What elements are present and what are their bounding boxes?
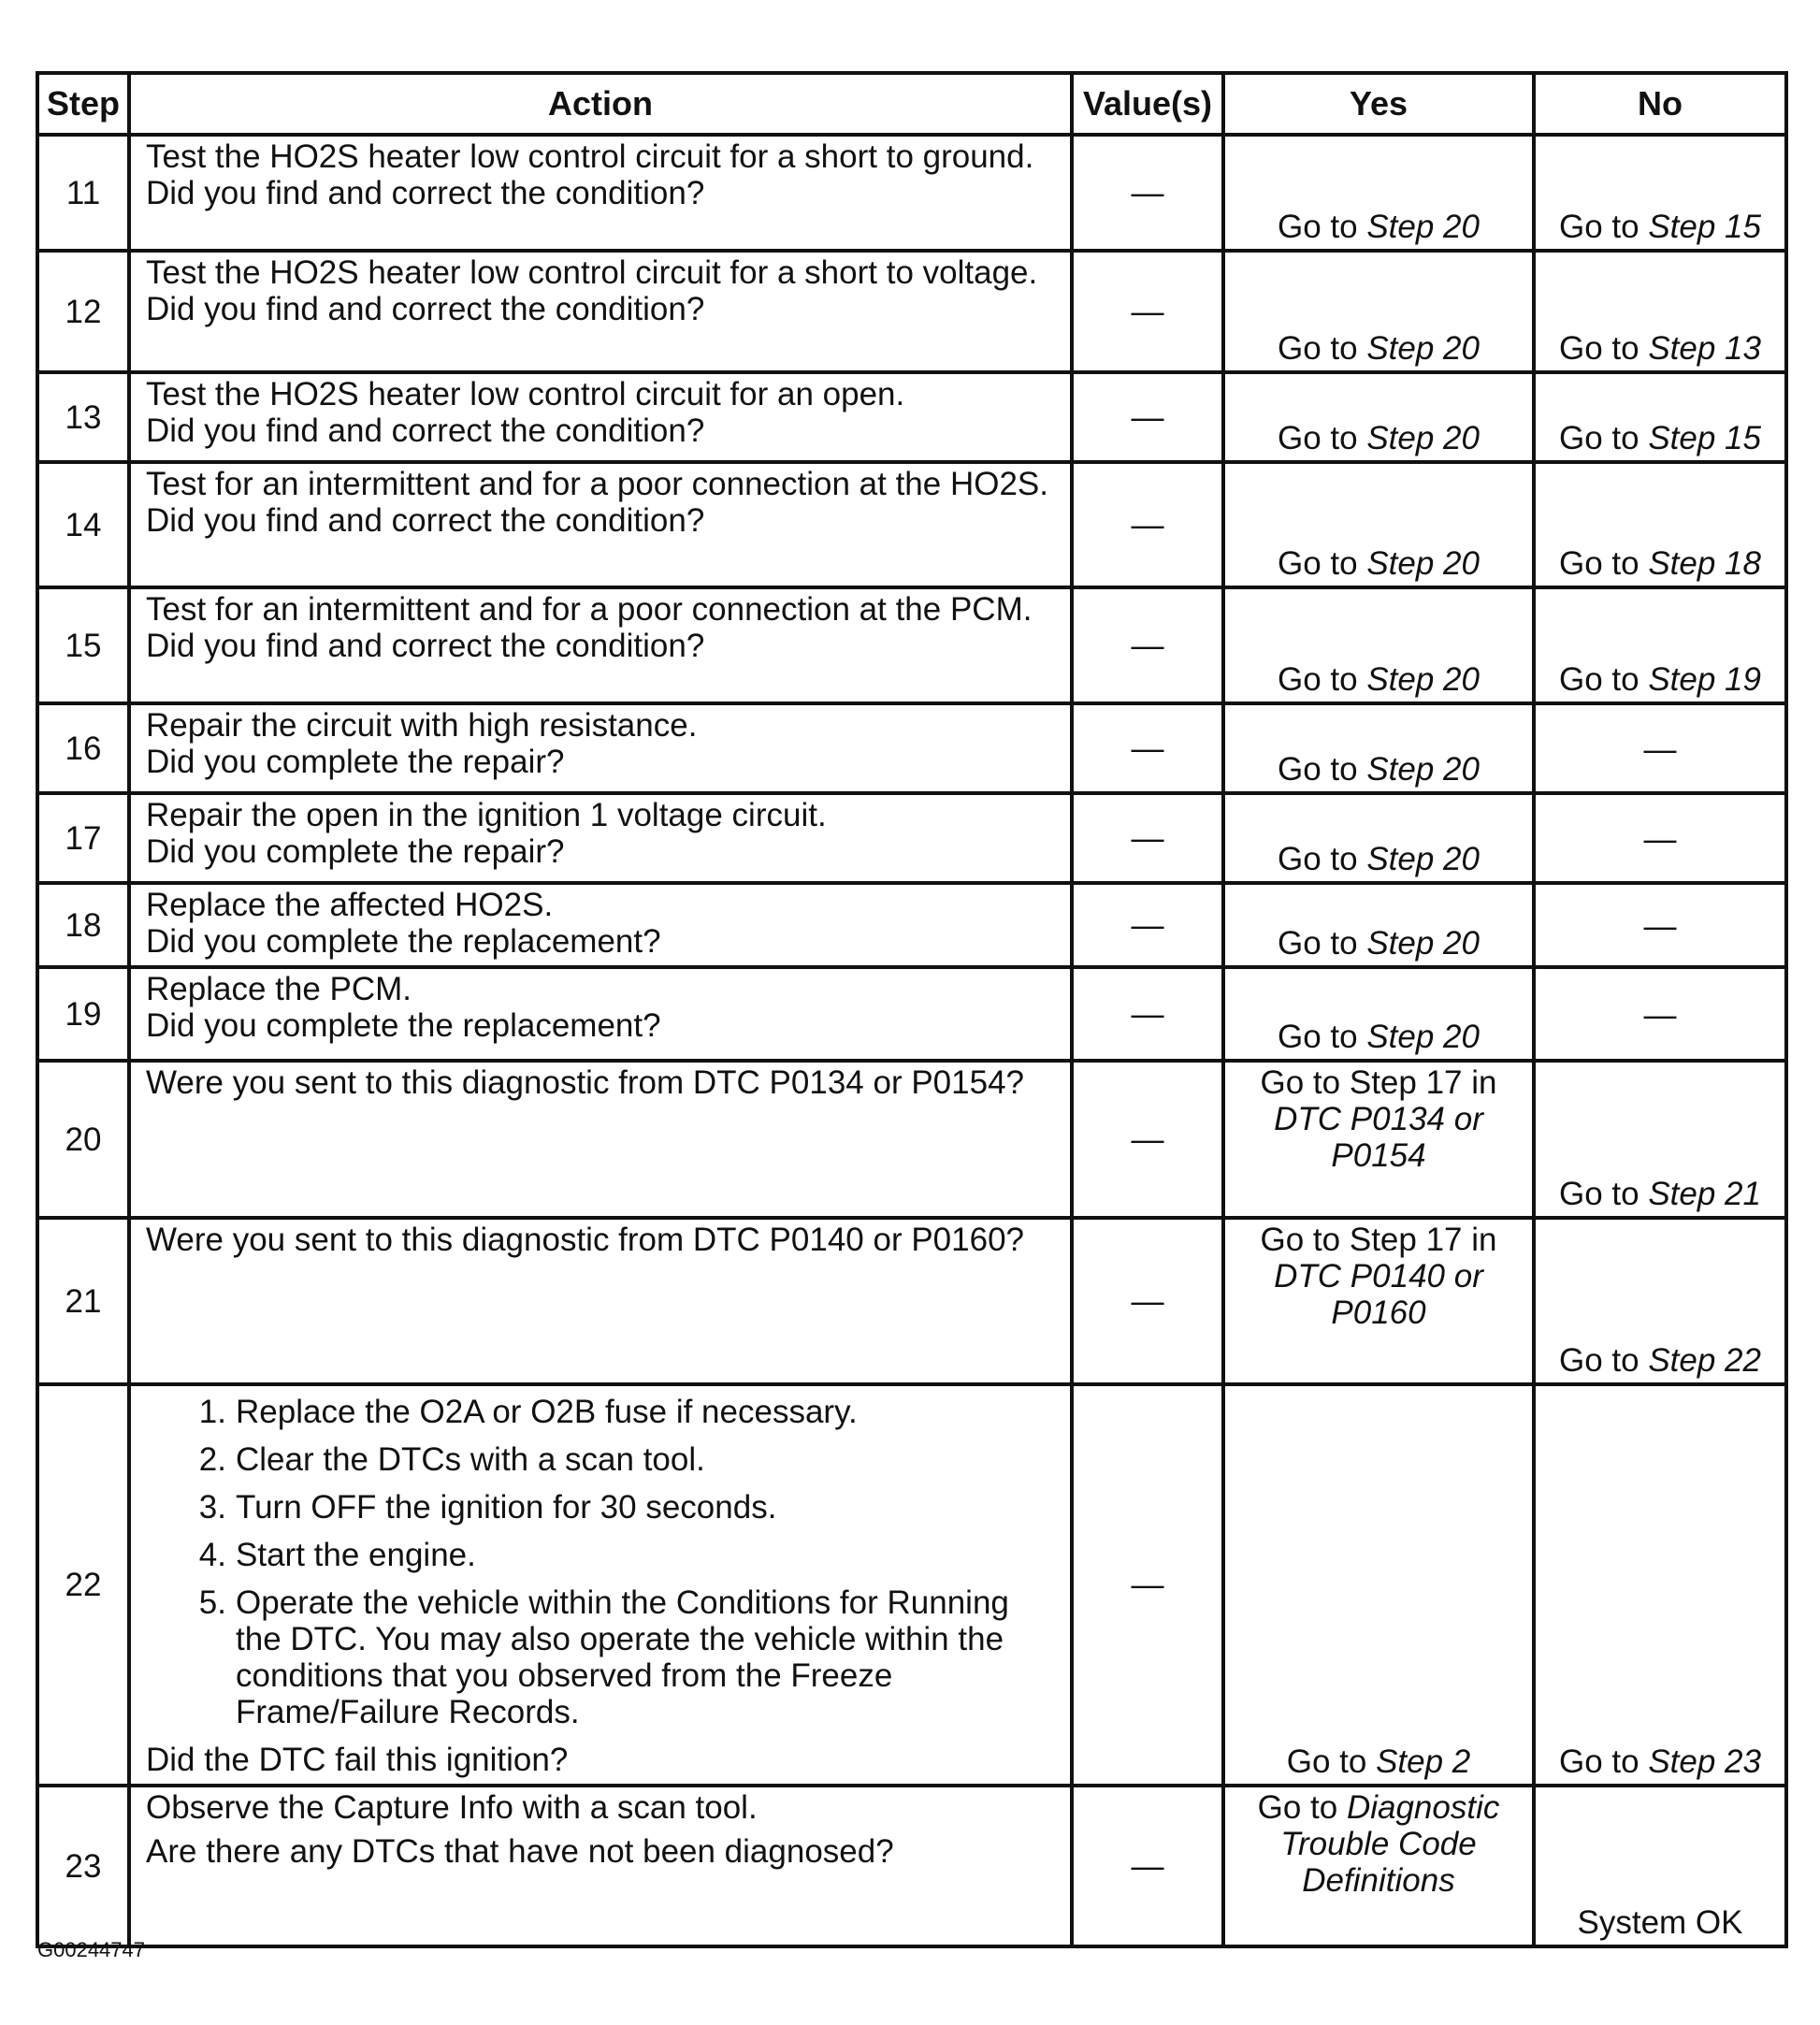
yes-cell: [1223, 372, 1534, 462]
no-prefix: Go to: [1559, 1176, 1649, 1212]
no-cell: [1534, 251, 1786, 372]
list-text: Clear the DTCs with a scan tool.: [236, 1441, 705, 1478]
action-text: [129, 967, 1072, 1061]
yes-cell: [1223, 793, 1534, 883]
yes-step-link: Step 20: [1366, 420, 1480, 456]
yes-step-link: Step 20: [1366, 841, 1480, 877]
yes-cell: [1223, 251, 1534, 372]
header-step: Step: [37, 73, 129, 135]
no-cell: [1534, 793, 1786, 883]
action-question: Did you find and correct the condition?: [146, 412, 705, 449]
table-row-13: [37, 372, 1786, 462]
table-row-11: [37, 135, 1786, 251]
action-line: Test for an intermittent and for a poor connection at the HO2S.: [146, 466, 1048, 502]
no-prefix: Go to: [1559, 330, 1649, 367]
no-prefix: Go to: [1559, 420, 1649, 456]
step-number: 14: [37, 462, 129, 587]
yes-cell: [1223, 883, 1534, 967]
yes-prefix: Go to: [1278, 1019, 1367, 1055]
list-number: 3.: [198, 1489, 226, 1526]
table-row-16: [37, 703, 1786, 793]
header-action: Action: [129, 73, 1072, 135]
action-line: Repair the open in the ignition 1 voltage circuit.: [146, 797, 827, 833]
no-prefix: Go to: [1559, 545, 1649, 582]
no-cell: [1534, 1384, 1786, 1786]
step-number: 20: [37, 1061, 129, 1218]
value-cell: —: [1072, 462, 1223, 587]
no-step-link: Step 15: [1648, 420, 1761, 456]
action-question: Did you find and correct the condition?: [146, 291, 705, 327]
no-dash: —: [1643, 730, 1677, 768]
step-number: 13: [37, 372, 129, 462]
yes-cell: [1223, 462, 1534, 587]
value-cell: —: [1072, 587, 1223, 703]
no-prefix: Go to: [1559, 661, 1649, 698]
yes-cell: [1223, 135, 1534, 251]
value-cell: —: [1072, 1061, 1223, 1218]
diagnostic-table: [36, 71, 1788, 1948]
table-row-15: [37, 587, 1786, 703]
table-row-12: [37, 251, 1786, 372]
value-cell: —: [1072, 372, 1223, 462]
step-number: 16: [37, 703, 129, 793]
list-text: Start the engine.: [236, 1537, 476, 1573]
figure-id: G00244747: [37, 1938, 145, 1961]
yes-step-link: Step 20: [1366, 751, 1480, 788]
action-question: Did you find and correct the condition?: [146, 175, 705, 211]
action-question: Did you complete the replacement?: [146, 923, 661, 960]
action-line: Repair the circuit with high resistance.: [146, 707, 698, 744]
no-cell: [1534, 587, 1786, 703]
action-line: Observe the Capture Info with a scan tool.: [146, 1789, 758, 1826]
table-row-17: [37, 793, 1786, 883]
action-line: Were you sent to this diagnostic from DTC P0134 or P0154?: [146, 1064, 1025, 1101]
yes-cell: [1223, 967, 1534, 1061]
action-line: Test for an intermittent and for a poor connection at the PCM.: [146, 591, 1033, 628]
header-yes: Yes: [1223, 73, 1534, 135]
yes-step-link: Step 20: [1366, 330, 1480, 367]
action-question: Did the DTC fail this ignition?: [146, 1742, 569, 1778]
no-step-link: Step 21: [1648, 1176, 1761, 1212]
step-number: 15: [37, 587, 129, 703]
yes-reference: Diagnostic Trouble Code Definitions: [1280, 1789, 1500, 1899]
step-number: 12: [37, 251, 129, 372]
action-question: Did you complete the repair?: [146, 744, 565, 780]
list-item: [146, 1441, 1057, 1478]
yes-prefix: Go to: [1278, 420, 1367, 456]
no-step-link: Step 19: [1648, 661, 1761, 698]
action-question: Are there any DTCs that have not been diagnosed?: [146, 1833, 894, 1870]
action-text: [129, 793, 1072, 883]
action-question: Did you complete the repair?: [146, 833, 565, 870]
no-step-link: Step 22: [1648, 1342, 1761, 1379]
list-text: Operate the vehicle within the Conditions for Running the DTC. You may also operate the vehicle within the conditions that you observed from the Freeze Frame/Failure Records.: [236, 1584, 1009, 1730]
list-number: 1.: [198, 1394, 226, 1430]
yes-text: Go to Step 17 in: [1260, 1222, 1497, 1258]
table-row-18: [37, 883, 1786, 967]
no-step-link: Step 23: [1648, 1743, 1761, 1780]
action-question: Did you find and correct the condition?: [146, 628, 705, 664]
value-cell: —: [1072, 967, 1223, 1061]
yes-step-link: Step 20: [1366, 545, 1480, 582]
step-number: 11: [37, 135, 129, 251]
no-cell: [1534, 1218, 1786, 1384]
action-text: [129, 462, 1072, 587]
no-dash: —: [1643, 996, 1677, 1034]
no-dash: —: [1643, 820, 1677, 858]
header-values: Value(s): [1072, 73, 1223, 135]
action-text: [129, 135, 1072, 251]
yes-reference: DTC P0140 or P0160: [1274, 1258, 1483, 1331]
no-cell: [1534, 967, 1786, 1061]
no-cell: [1534, 372, 1786, 462]
yes-prefix: Go to: [1278, 545, 1367, 582]
yes-prefix: Go to: [1278, 751, 1367, 788]
yes-cell: [1223, 1061, 1534, 1218]
action-line: Test the HO2S heater low control circuit for a short to voltage.: [146, 254, 1038, 291]
yes-prefix: Go to: [1278, 209, 1367, 245]
list-number: 4.: [198, 1537, 226, 1573]
yes-text: Go to Step 17 in: [1260, 1064, 1497, 1101]
list-number: 2.: [198, 1441, 226, 1478]
action-text: [129, 372, 1072, 462]
step-number: 22: [37, 1384, 129, 1786]
no-cell: [1534, 703, 1786, 793]
value-cell: —: [1072, 135, 1223, 251]
yes-cell: [1223, 1218, 1534, 1384]
yes-prefix: Go to: [1278, 330, 1367, 367]
action-text: [129, 703, 1072, 793]
value-cell: —: [1072, 1218, 1223, 1384]
no-prefix: Go to: [1559, 1743, 1649, 1780]
step-number: 18: [37, 883, 129, 967]
list-item: [146, 1537, 1057, 1573]
table-row-22: [37, 1384, 1786, 1786]
no-cell: [1534, 1786, 1786, 1946]
yes-prefix: Go to: [1257, 1789, 1347, 1826]
value-cell: —: [1072, 1786, 1223, 1946]
action-text: [129, 251, 1072, 372]
list-text: Replace the O2A or O2B fuse if necessary.: [236, 1394, 858, 1430]
table-row-14: [37, 462, 1786, 587]
table-row-19: [37, 967, 1786, 1061]
no-text: System OK: [1577, 1904, 1743, 1941]
value-cell: —: [1072, 251, 1223, 372]
yes-step-link: Step 20: [1366, 661, 1480, 698]
action-text: [129, 883, 1072, 967]
step-number: 21: [37, 1218, 129, 1384]
list-number: 5.: [198, 1584, 226, 1621]
action-line: Test the HO2S heater low control circuit for an open.: [146, 376, 905, 412]
action-text: [129, 1384, 1072, 1786]
action-text: [129, 1786, 1072, 1946]
step-number: 19: [37, 967, 129, 1061]
list-text: Turn OFF the ignition for 30 seconds.: [236, 1489, 777, 1526]
table-row-23: [37, 1786, 1786, 1946]
yes-step-link: Step 20: [1366, 1019, 1480, 1055]
table-row-21: [37, 1218, 1786, 1384]
action-question: Did you find and correct the condition?: [146, 502, 705, 539]
step-number: 23: [37, 1786, 129, 1946]
yes-cell: [1223, 1384, 1534, 1786]
procedure-list: [146, 1394, 1057, 1730]
header-row: [37, 73, 1786, 135]
no-step-link: Step 13: [1648, 330, 1761, 367]
no-step-link: Step 15: [1648, 209, 1761, 245]
action-line: Replace the affected HO2S.: [146, 887, 554, 923]
yes-prefix: Go to: [1278, 925, 1367, 962]
no-cell: [1534, 1061, 1786, 1218]
value-cell: —: [1072, 1384, 1223, 1786]
yes-cell: [1223, 587, 1534, 703]
action-text: [129, 1061, 1072, 1218]
action-line: Test the HO2S heater low control circuit for a short to ground.: [146, 138, 1034, 175]
no-cell: [1534, 883, 1786, 967]
no-prefix: Go to: [1559, 209, 1649, 245]
no-dash: —: [1643, 907, 1677, 945]
yes-step-link: Step 20: [1366, 209, 1480, 245]
value-cell: —: [1072, 703, 1223, 793]
yes-prefix: Go to: [1278, 841, 1367, 877]
list-item: [146, 1489, 1057, 1526]
table-row-20: [37, 1061, 1786, 1218]
yes-prefix: Go to: [1278, 661, 1367, 698]
no-cell: [1534, 135, 1786, 251]
value-cell: —: [1072, 793, 1223, 883]
no-cell: [1534, 462, 1786, 587]
yes-reference: DTC P0134 or P0154: [1274, 1101, 1483, 1174]
action-line: Were you sent to this diagnostic from DTC P0140 or P0160?: [146, 1222, 1025, 1258]
action-line: Replace the PCM.: [146, 971, 412, 1007]
yes-step-link: Step 2: [1376, 1743, 1471, 1780]
list-item: [146, 1584, 1057, 1730]
action-text: [129, 587, 1072, 703]
yes-prefix: Go to: [1286, 1743, 1377, 1780]
list-item: [146, 1394, 1057, 1430]
yes-cell: [1223, 1786, 1534, 1946]
no-step-link: Step 18: [1648, 545, 1761, 582]
step-number: 17: [37, 793, 129, 883]
value-cell: —: [1072, 883, 1223, 967]
action-question: Did you complete the replacement?: [146, 1007, 661, 1044]
header-no: No: [1534, 73, 1786, 135]
no-prefix: Go to: [1559, 1342, 1649, 1379]
action-text: [129, 1218, 1072, 1384]
yes-cell: [1223, 703, 1534, 793]
yes-step-link: Step 20: [1366, 925, 1480, 962]
